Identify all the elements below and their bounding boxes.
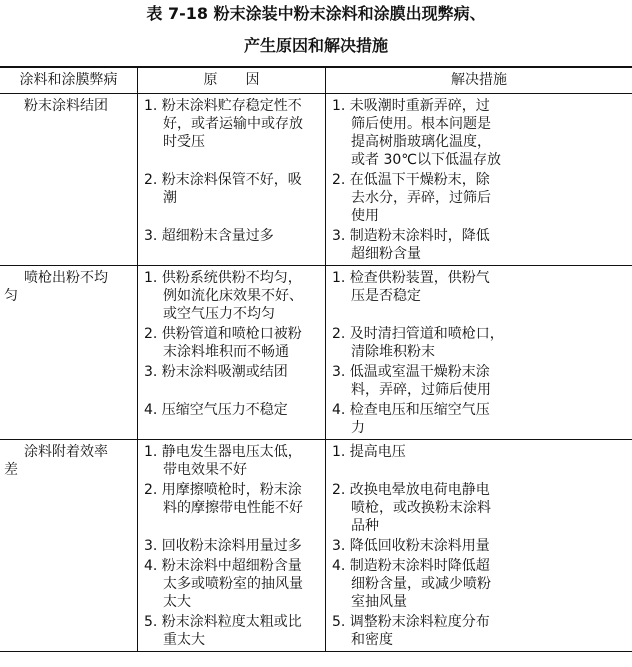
solution-item-line: 超细粉含量 (351, 246, 421, 262)
solution-item (326, 557, 632, 613)
cause-item-line: 1. 粉末涂料贮存稳定性不 (144, 98, 302, 114)
row-items (138, 266, 632, 439)
cause-item-line: 2. 粉末涂料保管不好，吸 (144, 172, 302, 188)
cause-item (138, 325, 326, 363)
cause-item (138, 481, 326, 537)
solution-item-line: 去水分，弄碎，过筛后 (351, 190, 491, 206)
solution-item-line: 品种 (351, 518, 379, 534)
solution-item-line: 3. 制造粉末涂料时，降低 (332, 228, 490, 244)
defect-cell (0, 266, 138, 439)
solution-item (326, 227, 632, 265)
solution-item (326, 325, 632, 363)
solution-item-line: 清除堆积粉末 (351, 344, 435, 360)
solution-item-line: 筛后使用。根本问题是 (351, 116, 491, 132)
cause-item-line: 好，或者运输中或存放 (163, 116, 303, 132)
solution-item-line: 压是否稳定 (351, 288, 421, 304)
solution-item-line: 2. 改换电晕放电荷电静电 (332, 482, 490, 498)
table-title-line-2: 产生原因和解决措施 (243, 36, 388, 55)
solution-item (326, 94, 632, 171)
cause-item-line: 5. 粉末涂料粒度太粗或比 (144, 614, 302, 630)
cause-item (138, 440, 326, 481)
cause-item (138, 227, 326, 265)
cause-item-line: 3. 粉末涂料吸潮或结团 (144, 364, 288, 380)
solution-item (326, 613, 632, 651)
defect-text-line: 喷枪出粉不均 (24, 270, 108, 286)
solution-item-line: 喷枪，或改换粉末涂料 (351, 500, 491, 516)
cause-item-line: 3. 超细粉末含量过多 (144, 228, 274, 244)
cause-item (138, 401, 326, 439)
cause-item-line: 1. 静电发生器电压太低， (144, 444, 302, 460)
item-pair (138, 401, 632, 439)
table-row (0, 266, 632, 440)
defect-text-line: 差 (4, 462, 18, 478)
solution-item-line: 2. 及时清扫管道和喷枪口， (332, 326, 504, 342)
cause-item (138, 557, 326, 613)
solution-item-line: 5. 调整粉末涂料粒度分布 (332, 614, 490, 630)
cause-item-line: 4. 粉末涂料中超细粉含量 (144, 558, 302, 574)
solution-item (326, 401, 632, 439)
row-items (138, 94, 632, 265)
defect-text-line: 涂料附着效率 (24, 444, 108, 460)
solution-item-line: 3. 低温或室温干燥粉末涂 (332, 364, 490, 380)
solution-item-line: 4. 制造粉末涂料时降低超 (332, 558, 490, 574)
cause-item (138, 266, 326, 325)
table-body (0, 94, 632, 652)
cause-item-line: 2. 用摩擦喷枪时，粉末涂 (144, 482, 302, 498)
solution-item-line: 提高树脂玻璃化温度， (351, 134, 491, 150)
cause-item-line: 带电效果不好 (163, 462, 247, 478)
header-solution: 解决措施 (451, 72, 507, 88)
item-pair (138, 537, 632, 557)
cause-item (138, 94, 326, 171)
defect-text-line: 粉末涂料结团 (24, 98, 108, 114)
item-pair (138, 325, 632, 363)
solution-item-line: 或者 30℃以下低温存放 (351, 152, 501, 168)
item-pair (138, 481, 632, 537)
solution-item-line: 1. 检查供粉装置，供粉气 (332, 270, 490, 286)
cause-item (138, 171, 326, 227)
solution-item (326, 363, 632, 401)
item-pair (138, 171, 632, 227)
solution-item-line: 2. 在低温下干燥粉末，除 (332, 172, 490, 188)
header-defect: 涂料和涂膜弊病 (0, 68, 138, 93)
solution-item-line: 室抽风量 (351, 594, 407, 610)
solution-item-line: 4. 检查电压和压缩空气压 (332, 402, 490, 418)
solution-item-line: 1. 未吸潮时重新弄碎，过 (332, 98, 490, 114)
item-pair (138, 557, 632, 613)
solution-item (326, 171, 632, 227)
cause-item-line: 时受压 (163, 134, 205, 150)
item-pair (138, 266, 632, 325)
solution-item (326, 537, 632, 557)
cause-item (138, 613, 326, 651)
item-pair (138, 227, 632, 265)
item-pair (138, 94, 632, 171)
solution-item (326, 440, 632, 481)
cause-item-line: 末涂料堆积而不畅通 (163, 344, 289, 360)
table-row (0, 94, 632, 266)
defect-cell (0, 440, 138, 651)
cause-item-line: 或空气压力不均匀 (163, 306, 275, 322)
cause-item (138, 537, 326, 557)
cause-item-line: 2. 供粉管道和喷枪口被粉 (144, 326, 302, 342)
cause-item-line: 潮 (163, 190, 177, 206)
item-pair (138, 363, 632, 401)
solution-item-line: 和密度 (351, 632, 393, 648)
cause-item-line: 例如流化床效果不好、 (163, 288, 303, 304)
solution-item-line: 料，弄碎，过筛后使用 (351, 382, 491, 398)
solution-item-line: 使用 (351, 208, 379, 224)
solution-item-line: 3. 降低回收粉末涂料用量 (332, 538, 490, 554)
cause-item-line: 4. 压缩空气压力不稳定 (144, 402, 288, 418)
solution-item-line: 细粉含量，或减少喷粉 (351, 576, 491, 592)
table-row (0, 440, 632, 652)
solution-item (326, 481, 632, 537)
cause-item-line: 3. 回收粉末涂料用量过多 (144, 538, 302, 554)
solution-item (326, 266, 632, 325)
header-row (0, 68, 632, 94)
solution-item-line: 1. 提高电压 (332, 444, 406, 460)
cause-item (138, 363, 326, 401)
table-title-line-1: 表 7-18 粉末涂装中粉末涂料和涂膜出现弊病、 (146, 4, 486, 23)
item-pair (138, 440, 632, 481)
defect-cell (0, 94, 138, 265)
row-items (138, 440, 632, 651)
defect-text-line: 匀 (4, 288, 18, 304)
solution-item-line: 力 (351, 420, 365, 436)
cause-item-line: 料的摩擦带电性能不好 (163, 500, 303, 516)
item-pair (138, 613, 632, 651)
table (0, 66, 632, 652)
header-cause: 原 因 (138, 68, 326, 93)
cause-item-line: 太多或喷粉室的抽风量 (163, 576, 303, 592)
cause-item-line: 太大 (163, 594, 191, 610)
cause-item-line: 重太大 (163, 632, 205, 648)
cause-item-line: 1. 供粉系统供粉不均匀， (144, 270, 302, 286)
